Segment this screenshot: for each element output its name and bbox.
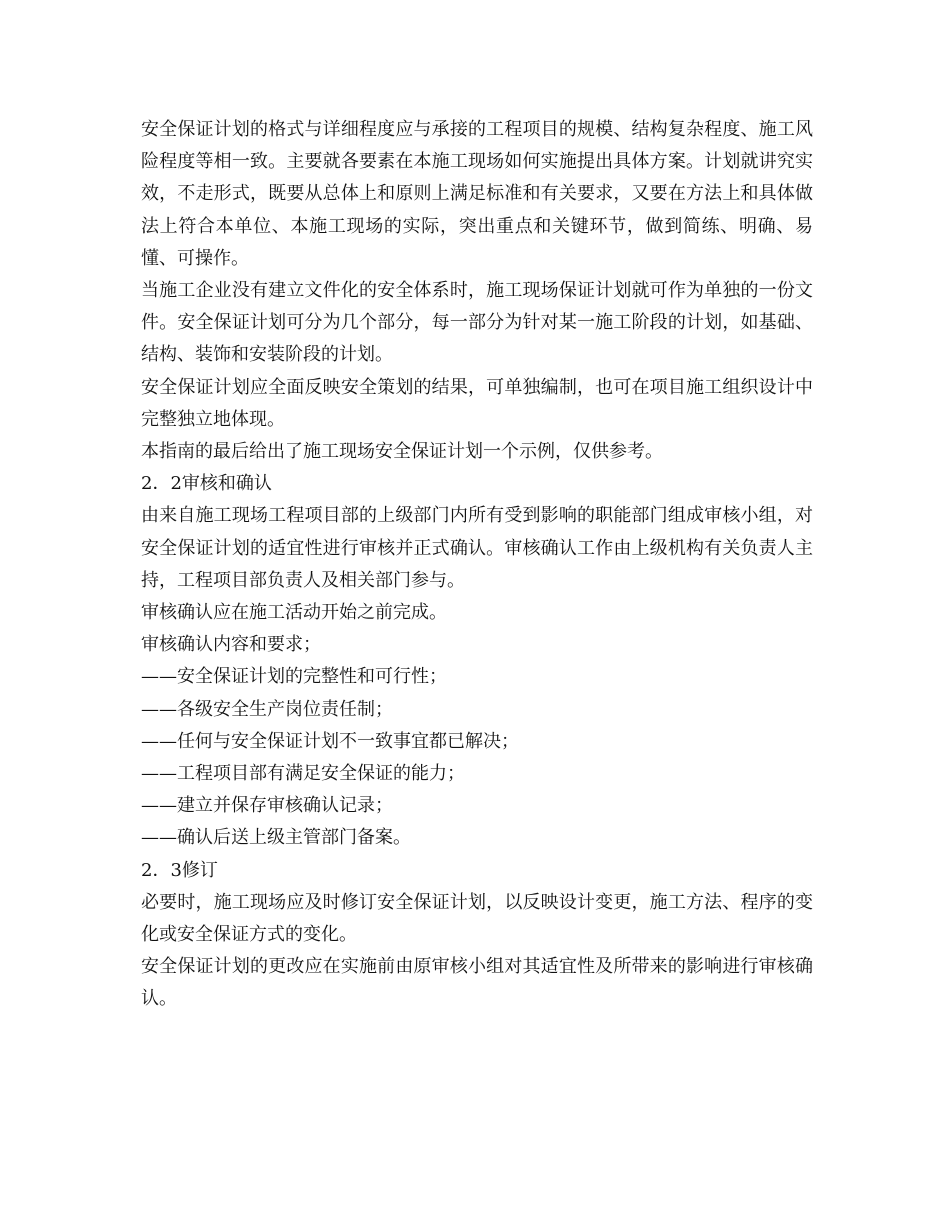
review-list-item: ——建立并保存审核确认记录；: [141, 795, 393, 817]
intro-paragraph-example-note: 本指南的最后给出了施工现场安全保证计划一个示例，仅供参考。: [141, 441, 663, 463]
review-paragraph-requirements: 审核确认内容和要求；: [141, 634, 321, 656]
review-list-item: ——确认后送上级主管部门备案。: [141, 827, 411, 849]
review-list-item: ——工程项目部有满足安全保证的能力；: [141, 763, 465, 785]
intro-paragraph-format: 安全保证计划的格式与详细程度应与承接的工程项目的规模、结构复杂程度、施工风险程度等相一致。主要就各要素在本施工现场如何实施提出具体方案。计划就讲究实效，不走形式，既要从总体上和原则上满足标准和有关要求，又要在方法上和具体做法上符合本单位、本施工现场的实际，突出重点和关键环节，做到简练、明确、易懂、可操作。: [141, 119, 813, 269]
intro-paragraph-planning-result: 安全保证计划应全面反映安全策划的结果，可单独编制，也可在项目施工组织设计中完整独立地体现。: [141, 376, 813, 430]
revision-paragraph-approval: 安全保证计划的更改应在实施前由原审核小组对其适宜性及所带来的影响进行审核确认。: [141, 956, 813, 1010]
review-list-item: ——任何与安全保证计划不一致事宜都已解决；: [141, 730, 519, 752]
section-heading-revision: 2．3修订: [141, 859, 218, 881]
section-heading-review: 2．2审核和确认: [141, 473, 272, 495]
review-list-item: ——安全保证计划的完整性和可行性；: [141, 666, 447, 688]
intro-paragraph-standalone-file: 当施工企业没有建立文件化的安全体系时，施工现场保证计划就可作为单独的一份文件。安全保证计划可分为几个部分，每一部分为针对某一施工阶段的计划，如基础、结构、装饰和安装阶段的计划。: [141, 280, 813, 366]
revision-paragraph-update: 必要时，施工现场应及时修订安全保证计划，以反映设计变更，施工方法、程序的变化或安全保证方式的变化。: [141, 891, 813, 946]
review-list-item: ——各级安全生产岗位责任制；: [141, 698, 393, 720]
review-paragraph-team: 由来自施工现场工程项目部的上级部门内所有受到影响的职能部门组成审核小组，对安全保证计划的适宜性进行审核并正式确认。审核确认工作由上级机构有关负责人主持，工程项目部负责人及相关部门参与。: [141, 505, 813, 591]
review-paragraph-timing: 审核确认应在施工活动开始之前完成。: [141, 602, 447, 624]
document-body: [141, 114, 813, 1016]
